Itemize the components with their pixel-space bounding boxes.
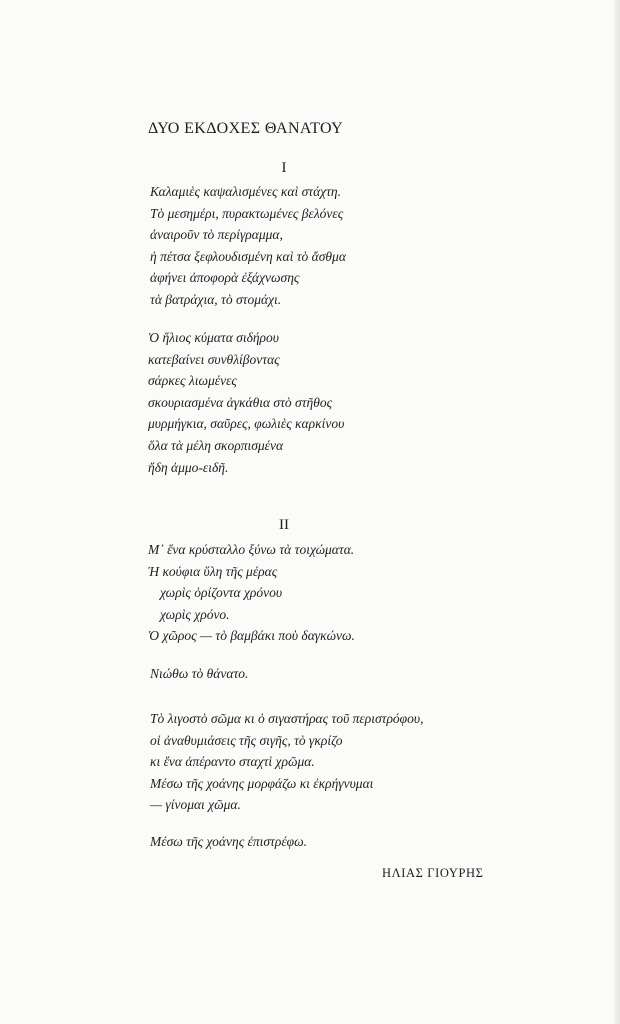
verse-line: ὅλα τὰ μέλη σκορπισμένα: [148, 437, 284, 453]
section-2-stanza-1: [148, 539, 355, 647]
verse-line: ἀφήνει ἀποφορὰ ἐξάχνωσης: [150, 270, 300, 286]
verse-line: σάρκες λιωμένες: [148, 373, 237, 389]
verse-line-feel-death: Νιώθω τὸ θάνατο.: [150, 666, 249, 681]
verse-line: Τὸ λιγοστὸ σῶμα κι ὁ σιγαστήρας τοῦ περιστρόφου,: [150, 711, 424, 726]
verse-line: μυρμήγκια, σαῦρες, φωλιὲς καρκίνου: [148, 416, 345, 432]
section-1-stanza-1: [150, 181, 346, 311]
verse-line: Ὁ ἥλιος κύματα σιδήρου: [148, 330, 279, 345]
verse-line: χωρὶς χρόνο.: [160, 606, 230, 622]
verse-line: ἀναιροῦν τὸ περίγραμμα,: [150, 227, 283, 243]
verse-line: τὰ βατράχια, τὸ στομάχι.: [150, 291, 282, 307]
page-edge: [614, 0, 620, 1024]
section-1-numeral: Ι: [281, 160, 287, 176]
verse-line: οἱ ἀναθυμιάσεις τῆς σιγῆς, τὸ γκρίζο: [150, 732, 343, 748]
verse-line: Καλαμιὲς καψαλισμένες καὶ στάχτη.: [150, 184, 341, 199]
section-2-numeral: ΙΙ: [279, 517, 289, 533]
verse-line: Ἡ κούφια ὕλη τῆς μέρας: [148, 563, 278, 579]
verse-line: Ὁ χῶρος — τὸ βαμβάκι ποὺ δαγκώνω.: [148, 628, 355, 644]
verse-line: χωρὶς ὁρίζοντα χρόνου: [160, 585, 283, 601]
author-name: ΗΛΙΑΣ ΓΙΟΥΡΗΣ: [382, 866, 484, 880]
verse-line: — γίνομαι χῶμα.: [150, 797, 241, 813]
verse-line: ἡ πέτσα ξεφλουδισμένη καὶ τὸ ἄσθμα: [150, 248, 346, 264]
section-2-stanza-3: [150, 708, 423, 816]
section-1-stanza-2: [148, 327, 344, 478]
poem-title: ΔΥΟ ΕΚΔΟΧΕΣ ΘΑΝΑΤΟΥ: [148, 120, 344, 137]
verse-line: Μέσω τῆς χοάνης μορφάζω κι ἐκρήγνυμαι: [150, 775, 374, 791]
verse-line: σκουριασμένα ἀγκάθια στὸ στῆθος: [148, 394, 333, 410]
verse-line: Τὸ μεσημέρι, πυρακτωμένες βελόνες: [150, 205, 344, 221]
verse-line: Μ᾽ ἕνα κρύσταλλο ξύνω τὰ τοιχώματα.: [148, 542, 355, 557]
verse-line: κατεβαίνει συνθλίβοντας: [148, 351, 280, 367]
verse-line: ἤδη ἀμμο-ειδῆ.: [148, 459, 229, 475]
verse-line: κι ἕνα ἀπέραντο σταχτὶ χρῶμα.: [150, 754, 315, 770]
verse-line-return: Μέσω τῆς χοάνης ἐπιστρέφω.: [150, 834, 308, 849]
